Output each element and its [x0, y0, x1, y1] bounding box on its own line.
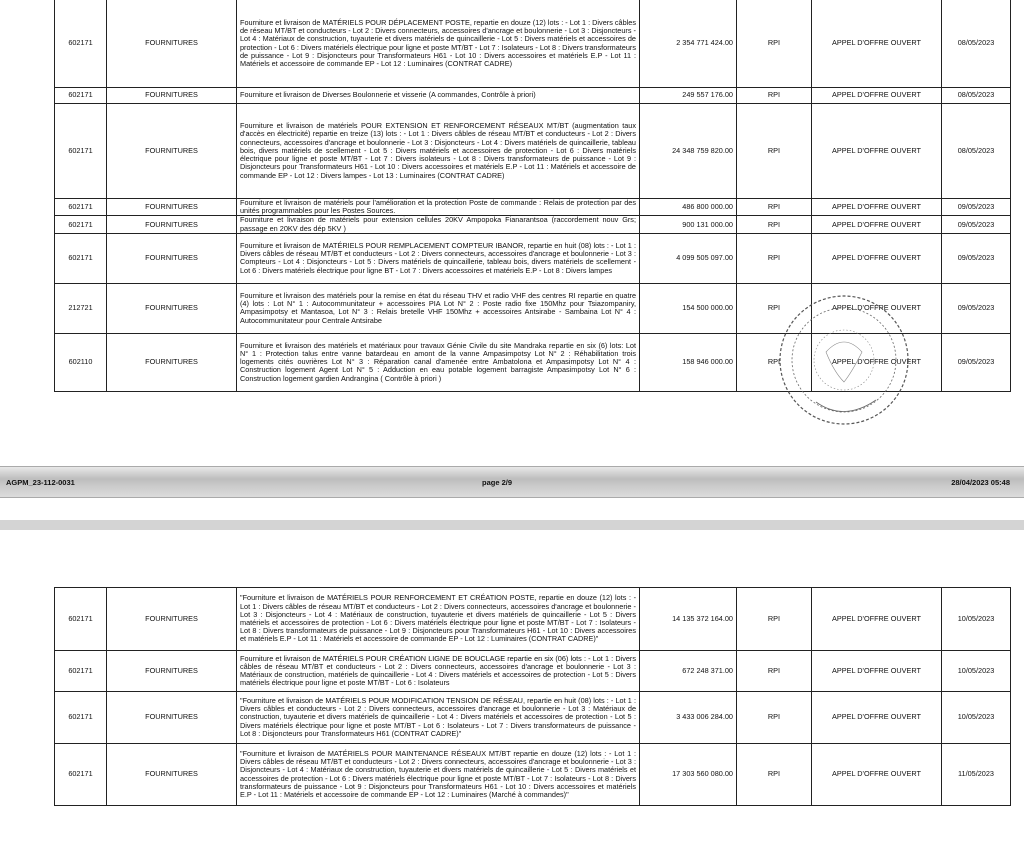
account-code-cell: 602171 — [55, 692, 107, 744]
category-cell: FOURNITURES — [107, 88, 237, 104]
procurement-mode-cell: APPEL D'OFFRE OUVERT — [812, 88, 942, 104]
description-cell: Fourniture et livraison des matériels pour la remise en état du réseau THV et radio VHF des centres RI repartie en quatre (4) lots : Lot N° 1 : Autocommunitateur + accessoires PIA Lot N° 2 : Poste radio fixe 150Mhz pour Tsiazompaniry, Ampasimpotsy et Mantasoa, Lot N° 3 : Relais bretelle VHF 150Mhz + accessoires Antsirabe - Sambaina Lot N° 4 : Autocommunitateur pour Centrale Antsirabe — [237, 283, 640, 333]
account-code-cell: 602171 — [55, 216, 107, 233]
page-number: page 2/9 — [482, 478, 513, 487]
procurement-mode-cell: APPEL D'OFFRE OUVERT — [812, 588, 942, 651]
official-stamp — [776, 292, 912, 428]
amount-cell: 17 303 560 080.00 — [640, 744, 737, 806]
description-cell: Fourniture et livraison de matériels pour l'amélioration et la protection Poste de commande : Relais de protection par des unités programmables pour les Postes Sources. — [237, 199, 640, 216]
amount-cell: 24 348 759 820.00 — [640, 104, 737, 199]
financing-cell: RPI — [737, 283, 812, 333]
financing-cell: RPI — [737, 333, 812, 391]
amount-cell: 154 500 000.00 — [640, 283, 737, 333]
date-cell: 09/05/2023 — [942, 216, 1011, 233]
category-cell: FOURNITURES — [107, 744, 237, 806]
table-row — [55, 588, 1011, 651]
description-cell: Fourniture et livraison de MATÉRIELS POUR REMPLACEMENT COMPTEUR IBANOR, repartie en huit (08) lots : - Lot 1 : Divers câbles de réseau MT/BT et conducteurs - Lot 2 : Divers connecteurs, accessoires d'ancrage et boulonnerie - Lot 3 : Compteurs - Lot 4 : Disjoncteurs - Lot 5 : Divers matériels de quincaillerie, tableau bois, divers matériels de scellement - Lot 6 : Divers matériels électrique pour ligne BT - Lot 7 : Divers accessoires et matériels E.P - Lot 8 : Divers lampes — [237, 233, 640, 283]
description-cell: Fourniture et livraison des matériels et matériaux pour travaux Génie Civile du site Mandraka repartie en six (6) lots: Lot N° 1 : Protection talus entre vanne batardeau en amont de la vanne Ampasimpotsy Lot N° 2 : Réhabilitation trois logements cités ouvrières Lot N° 3 : Réparation canal d'amenée entre Ambatolona et Ampasimpotsy Lot N° 4 : Construction logement Agent Lot N° 5 : Adduction en eau potable logement barragiste Ampasimpotsy Lot N° 6 : Construction logement gardien Andrangina ( Contrôle à priori ) — [237, 333, 640, 391]
amount-cell: 900 131 000.00 — [640, 216, 737, 233]
account-code-cell: 602171 — [55, 233, 107, 283]
description-cell: "Fourniture et livraison de MATÉRIELS POUR MAINTENANCE RÉSEAUX MT/BT repartie en douze (12) lots : - Lot 1 : Divers câbles de réseau MT/BT et conducteurs - Lot 2 : Divers connecteurs, accessoires d'ancrage et boulonnerie - Lot 3 : Disjoncteurs - Lot 4 : Matériaux de construction, tuyauterie et divers matériels de quincaillerie - Lot 5 : Divers matériels et accessoires de protection - Lot 6 : Divers matériels électrique pour ligne et poste MT/BT - Lot 7 : Isolateurs - Lot 8 : Divers transformateurs de puissance - Lot 9 : Disjoncteurs pour Transformateurs H61 - Lot 10 : Divers accessoires et matériels E.P - Lot 11 : Matériels et accessoire de commande EP - Lot 12 : Luminaires (Marché à commandes)" — [237, 744, 640, 806]
date-cell: 10/05/2023 — [942, 651, 1011, 692]
date-cell: 10/05/2023 — [942, 692, 1011, 744]
amount-cell: 249 557 176.00 — [640, 88, 737, 104]
amount-cell: 486 800 000.00 — [640, 199, 737, 216]
financing-cell: RPI — [737, 88, 812, 104]
procurement-mode-cell: APPEL D'OFFRE OUVERT — [812, 283, 942, 333]
financing-cell: RPI — [737, 692, 812, 744]
account-code-cell: 602110 — [55, 333, 107, 391]
amount-cell: 14 135 372 164.00 — [640, 588, 737, 651]
tender-table-page-2 — [54, 587, 1011, 806]
table-row — [55, 216, 1011, 233]
financing-cell: RPI — [737, 199, 812, 216]
page-separator — [0, 520, 1024, 530]
date-cell: 08/05/2023 — [942, 0, 1011, 88]
date-cell: 09/05/2023 — [942, 199, 1011, 216]
account-code-cell: 602171 — [55, 588, 107, 651]
category-cell: FOURNITURES — [107, 233, 237, 283]
account-code-cell: 602171 — [55, 0, 107, 88]
description-cell: "Fourniture et livraison de MATÉRIELS POUR RENFORCEMENT ET CRÉATION POSTE, repartie en douze (12) lots : - Lot 1 : Divers câbles de réseau MT/BT et conducteurs - Lot 2 : Divers connecteurs, accessoires d'ancrage et boulonnerie - Lot 3 : Disjoncteurs - Lot 4 : Matériaux de construction, tuyauterie et divers matériels de quincaillerie - Lot 5 : Divers matériels et accessoires de protection - Lot 6 : Divers matériels électrique pour ligne et poste MT/BT - Lot 7 : Isolateurs - Lot 8 : Divers transformateurs de puissance - Lot 9 : Disjoncteurs pour Transformateurs H61 - Lot 10 : Divers accessoires et matériels E.P - Lot 11 : Matériels et accessoire de commande EP - Lot 12 : Luminaires (CONTRAT CADRE)" — [237, 588, 640, 651]
date-cell: 09/05/2023 — [942, 283, 1011, 333]
account-code-cell: 602171 — [55, 88, 107, 104]
category-cell: FOURNITURES — [107, 199, 237, 216]
description-cell: Fourniture et livraison de matériels pour extension cellules 20KV Ampopoka Fianarantsoa (raccordement nouv Grs; passage en 20KV des dép 5KV ) — [237, 216, 640, 233]
procurement-mode-cell: APPEL D'OFFRE OUVERT — [812, 651, 942, 692]
table-row — [55, 0, 1011, 88]
financing-cell: RPI — [737, 588, 812, 651]
category-cell: FOURNITURES — [107, 588, 237, 651]
description-cell: Fourniture et livraison de Diverses Boulonnerie et visserie (A commandes, Contrôle à priori) — [237, 88, 640, 104]
financing-cell: RPI — [737, 216, 812, 233]
table-row — [55, 692, 1011, 744]
document-reference: AGPM_23-112-0031 — [6, 478, 75, 487]
date-cell: 11/05/2023 — [942, 744, 1011, 806]
table-row — [55, 233, 1011, 283]
amount-cell: 4 099 505 097.00 — [640, 233, 737, 283]
date-cell: 09/05/2023 — [942, 333, 1011, 391]
date-cell: 08/05/2023 — [942, 88, 1011, 104]
description-cell: Fourniture et livraison de MATÉRIELS POUR CRÉATION LIGNE DE BOUCLAGE repartie en six (06) lots : - Lot 1 : Divers câbles de réseau MT/BT et conducteurs - Lot 2 : Divers connecteurs, accessoires d'ancrage et boulonnerie - Lot 3 : Matériaux de construction, matériels de quincaillerie - Lot 4 : Divers matériels et accessoires de protection - Lot 5 : Divers matériels électrique pour ligne et poste MT/BT - Lot 6 : Isolateurs — [237, 651, 640, 692]
category-cell: FOURNITURES — [107, 0, 237, 88]
amount-cell: 672 248 371.00 — [640, 651, 737, 692]
print-timestamp: 28/04/2023 05:48 — [951, 478, 1010, 487]
description-cell: Fourniture et livraison de MATÉRIELS POUR DÉPLACEMENT POSTE, repartie en douze (12) lots : - Lot 1 : Divers câbles de réseau MT/BT et conducteurs - Lot 2 : Divers connecteurs, accessoires d'ancrage et boulonnerie - Lot 3 : Disjoncteurs - Lot 4 : Matériaux de construction, tuyauterie et divers matériels de quincaillerie - Lot 5 : Divers matériels et accessoires de protection - Lot 6 : Divers matériels électrique pour ligne et poste MT/BT - Lot 7 : Isolateurs - Lot 8 : Divers transformateurs de puissance - Lot 9 : Disjoncteurs pour Transformateurs H61 - Lot 10 : Divers accessoires et matériels E.P - Lot 11 : Matériels et accessoire de commande EP - Lot 12 : Luminaires (CONTRAT CADRE) — [237, 0, 640, 88]
financing-cell: RPI — [737, 651, 812, 692]
table-row — [55, 88, 1011, 104]
procurement-mode-cell: APPEL D'OFFRE OUVERT — [812, 692, 942, 744]
table-row — [55, 651, 1011, 692]
document-page-2 — [0, 530, 1024, 855]
financing-cell: RPI — [737, 744, 812, 806]
account-code-cell: 602171 — [55, 651, 107, 692]
financing-cell: RPI — [737, 104, 812, 199]
category-cell: FOURNITURES — [107, 216, 237, 233]
procurement-mode-cell: APPEL D'OFFRE OUVERT — [812, 0, 942, 88]
category-cell: FOURNITURES — [107, 692, 237, 744]
category-cell: FOURNITURES — [107, 651, 237, 692]
amount-cell: 158 946 000.00 — [640, 333, 737, 391]
page-footer — [0, 466, 1024, 498]
account-code-cell: 602171 — [55, 199, 107, 216]
procurement-mode-cell: APPEL D'OFFRE OUVERT — [812, 333, 942, 391]
account-code-cell: 602171 — [55, 104, 107, 199]
date-cell: 08/05/2023 — [942, 104, 1011, 199]
account-code-cell: 602171 — [55, 744, 107, 806]
table-row — [55, 744, 1011, 806]
procurement-mode-cell: APPEL D'OFFRE OUVERT — [812, 233, 942, 283]
account-code-cell: 212721 — [55, 283, 107, 333]
procurement-mode-cell: APPEL D'OFFRE OUVERT — [812, 104, 942, 199]
procurement-mode-cell: APPEL D'OFFRE OUVERT — [812, 744, 942, 806]
table-body — [55, 588, 1011, 806]
description-cell: "Fourniture et livraison de MATÉRIELS POUR MODIFICATION TENSION DE RÉSEAU, repartie en huit (08) lots : - Lot 1 : Divers câbles et conducteurs - Lot 2 : Divers connecteurs, accessoires d'ancrage et boulonnerie - Lot 3 : Matériaux de construction, tuyauterie et divers matériels de quincaillerie - Lot 4 : Divers matériels et accessoires de protection - Lot 5 : Divers matériels électrique pour ligne et poste MT/BT - Lot 6 : Isolateurs - Lot 7 : Divers transformateurs de puissance - Lot 8 : Disjoncteurs pour Transformateurs H61 (CONTRAT CADRE)" — [237, 692, 640, 744]
category-cell: FOURNITURES — [107, 104, 237, 199]
amount-cell: 2 354 771 424.00 — [640, 0, 737, 88]
description-cell: Fourniture et livraison de matériels POUR EXTENSION ET RENFORCEMENT RÉSEAUX MT/BT (augmentation taux d'accès en électricité) repartie en treize (13) lots : - Lot 1 : Divers câbles de réseau MT/BT et conducteurs - Lot 2 : Divers connecteurs, accessoires d'ancrage et boulonnerie - Lot 3 : Disjoncteurs - Lot 4 : Divers matériels de quincaillerie, tableau bois, divers matériels de scellement - Lot 5 : Divers matériels et accessoires de protection - Lot 6 : Divers matériels électrique pour ligne et poste MT/BT - Lot 7 : Divers isolateurs - Lot 8 : Divers transformateurs de puissance - Lot 9 : Disjoncteurs pour Transformateurs H61 - Lot 10 : Divers accessoires et matériels E.P - Lot 11 : Matériels et accessoire de commande EP - Lot 12 : Divers lampes - Lot 13 : Luminaires (CONTRAT CADRE) — [237, 104, 640, 199]
table-row — [55, 104, 1011, 199]
category-cell: FOURNITURES — [107, 283, 237, 333]
financing-cell: RPI — [737, 233, 812, 283]
date-cell: 09/05/2023 — [942, 233, 1011, 283]
procurement-mode-cell: APPEL D'OFFRE OUVERT — [812, 216, 942, 233]
category-cell: FOURNITURES — [107, 333, 237, 391]
date-cell: 10/05/2023 — [942, 588, 1011, 651]
financing-cell: RPI — [737, 0, 812, 88]
procurement-mode-cell: APPEL D'OFFRE OUVERT — [812, 199, 942, 216]
table-row — [55, 199, 1011, 216]
amount-cell: 3 433 006 284.00 — [640, 692, 737, 744]
